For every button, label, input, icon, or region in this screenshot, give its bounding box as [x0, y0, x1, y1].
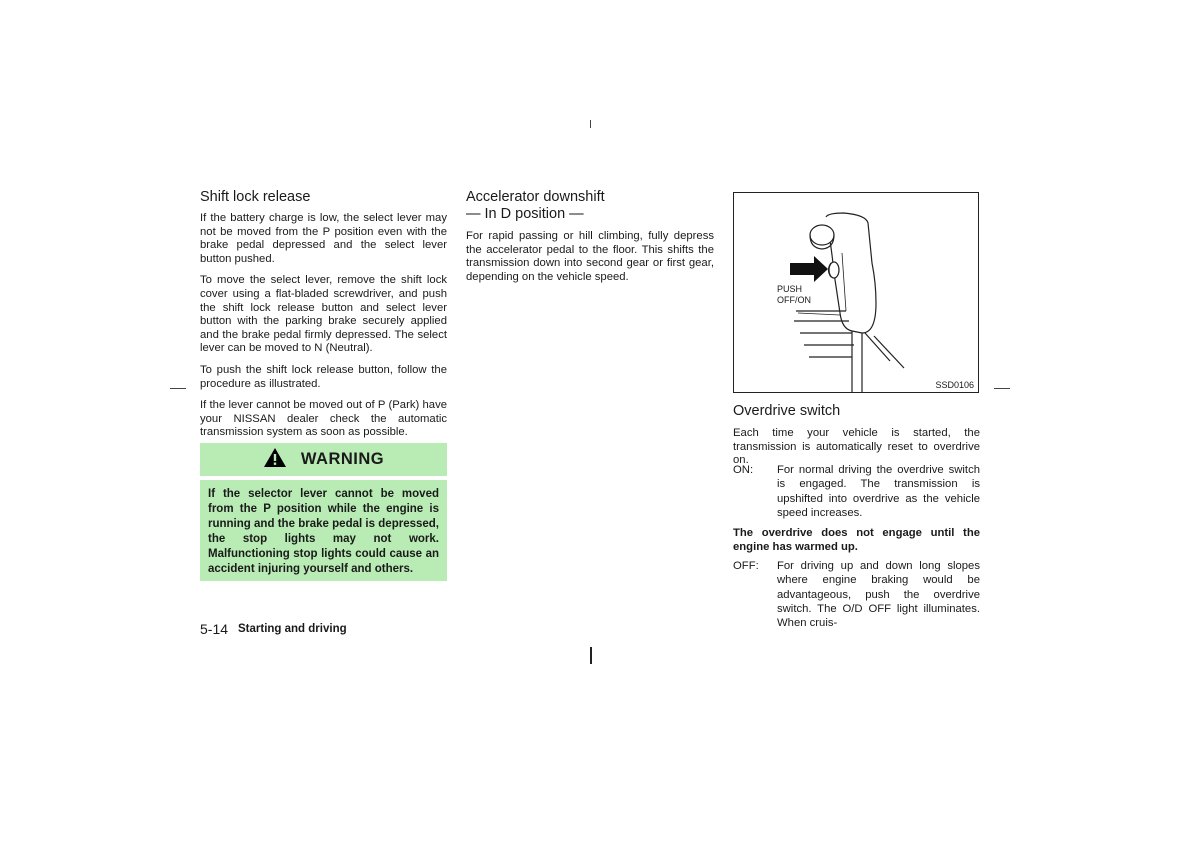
warning-triangle-icon [263, 447, 287, 473]
callout-push: PUSH [777, 284, 803, 294]
definition-on [733, 463, 980, 521]
definition-off [733, 559, 980, 630]
warning-title: WARNING [300, 450, 385, 468]
section-heading-accelerator: Accelerator downshift [466, 189, 605, 205]
left-margin-mark [170, 388, 186, 389]
figure-callout [777, 284, 837, 306]
definition-description: For normal driving the overdrive switch is engaged. The transmission is upshifted into overdrive as the vehicle speed increases. [777, 464, 980, 519]
paragraph: For rapid passing or hill climbing, fully depress the accelerator pedal to the floor. This shifts the transmission down into second gear or first gear, depending on the vehicle speed. [466, 230, 714, 283]
warning-header [200, 443, 447, 476]
warning-body [200, 480, 447, 581]
definition-term: OFF: [733, 560, 759, 572]
paragraph: To push the shift lock release button, follow the procedure as illustrated. [200, 363, 447, 390]
section-subheading: — In D position — [466, 206, 584, 222]
section-footer-title: Starting and driving [238, 623, 347, 635]
callout-off-on: OFF/ON [777, 295, 811, 305]
section-heading-overdrive: Overdrive switch [733, 403, 841, 419]
paragraph: If the battery charge is low, the select lever may not be moved from the P position even with the brake pedal depressed and the select lever button pushed. [200, 212, 447, 265]
top-center-mark [590, 120, 591, 128]
section-heading-shift-lock: Shift lock release [200, 189, 311, 205]
warning-text: If the selector lever cannot be moved from the P position while the engine is running and the brake pedal is depressed, the stop lights may not work. Malfunctioning stop lights could cause an accident injuring yourself and others. [208, 488, 439, 576]
bold-note: The overdrive does not engage until the engine has warmed up. [733, 527, 980, 554]
shift-lever-figure [733, 192, 979, 393]
shift-lock-section [200, 189, 447, 448]
page-number: 5-14 [200, 621, 229, 637]
paragraph: If the lever cannot be moved out of P (Park) have your NISSAN dealer check the automatic transmission system as soon as possible. [200, 399, 447, 439]
paragraph: To move the select lever, remove the shift lock cover using a flat-bladed screwdriver, and push the shift lock release button and select lever button with the parking brake securely applied and the brake pedal firmly depressed. The select lever can be moved to N (Neutral). [200, 274, 447, 355]
shift-lever-illustration [734, 193, 978, 392]
figure-code: SSD0106 [935, 380, 974, 390]
paragraph: Each time your vehicle is started, the transmission is automatically reset to overdrive on. [733, 427, 980, 467]
accelerator-downshift-section [466, 189, 714, 292]
bottom-center-mark [590, 647, 592, 664]
definition-term: ON: [733, 464, 754, 476]
right-margin-mark [994, 388, 1010, 389]
definition-description: For driving up and down long slopes where engine braking would be advantageous, push the overdrive switch. The O/D OFF light illuminates. When cruis- [777, 560, 980, 630]
